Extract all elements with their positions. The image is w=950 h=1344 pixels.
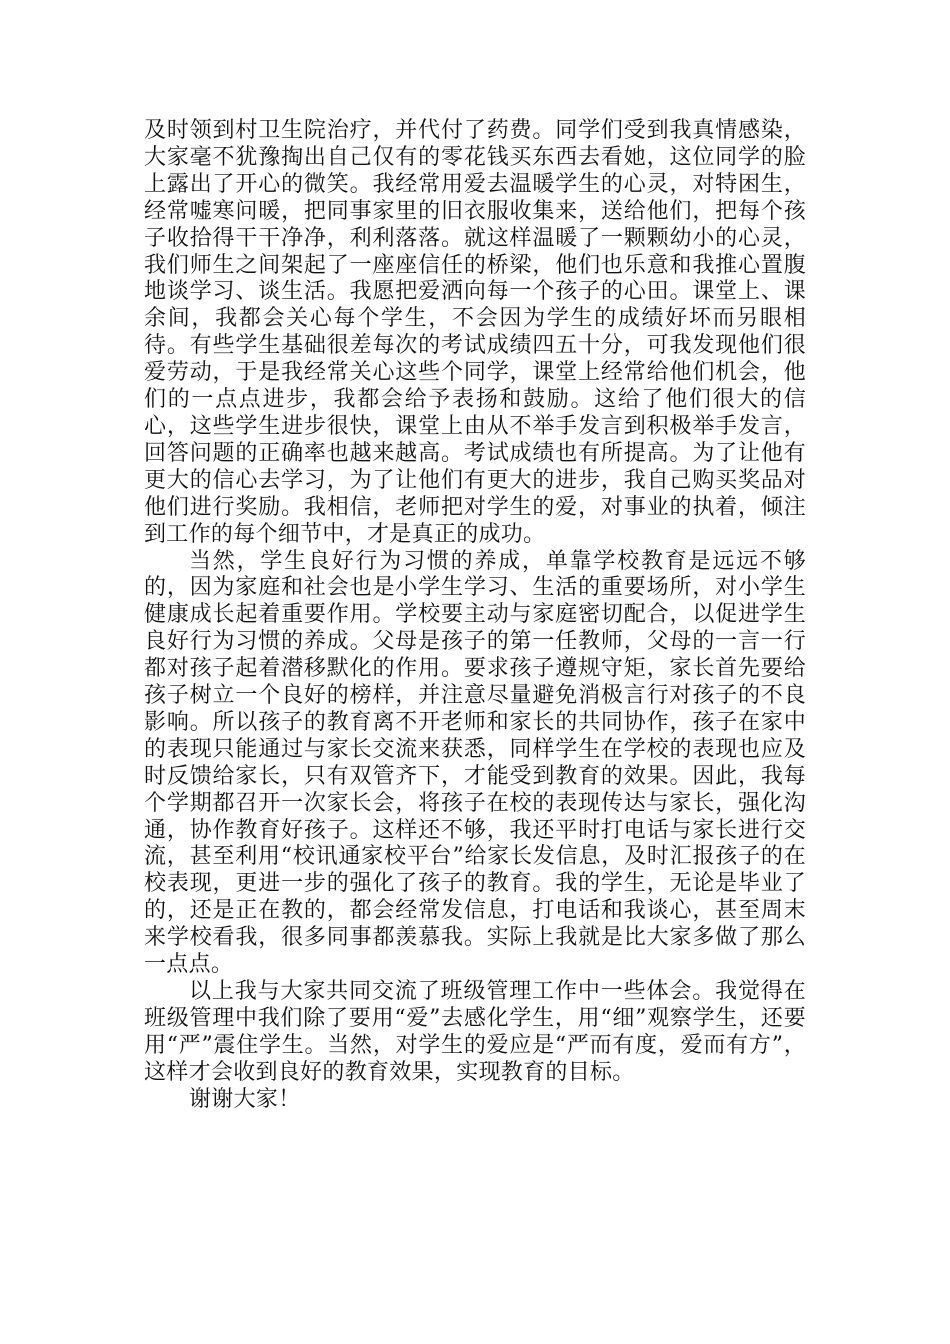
paragraph-caring-for-students: 及时领到村卫生院治疗，并代付了药费。同学们受到我真情感染，大家毫不犹豫掏出自己仅有的零花钱买东西去看她，这位同学的脸上露出了开心的微笑。我经常用爱去温暖学生的心灵，对特困生，经常嘘寒问暖，把同事家里的旧衣服收集来，送给他们，把每个孩子收拾得干干净净，利利落落。就这样温暖了一颗颗幼小的心灵，我们师生之间架起了一座座信任的桥梁，他们也乐意和我推心置腹地谈学习、谈生活。我愿把爱洒向每一个孩子的心田。课堂上、课余间，我都会关心每个学生，不会因为学生的成绩好坏而另眼相待。有些学生基础很差每次的考试成绩四五十分，可我发现他们很爱劳动，于是我经常关心这些个同学，课堂上经常给他们机会，他们的一点点进步，我都会给予表扬和鼓励。这给了他们很大的信心，这些学生进步很快，课堂上由从不举手发言到积极举手发言，回答问题的正确率也越来越高。考试成绩也有所提高。为了让他有更大的信心去学习，为了让他们有更大的进步，我自己购买奖品对他们进行奖励。我相信，老师把对学生的爱，对事业的执着，倾注到工作的每个细节中，才是真正的成功。 [144,118,806,547]
document-page [144,118,806,1114]
paragraph-thanks: 谢谢大家！ [189,1086,301,1112]
paragraph-home-school-cooperation: 当然，学生良好行为习惯的养成，单靠学校教育是远远不够的，因为家庭和社会也是小学生学习、生活的重要场所，对小学生健康成长起着重要作用。学校要主动与家庭密切配合，以促进学生良好行为习惯的养成。父母是孩子的第一任教师，父母的一言一行都对孩子起着潜移默化的作用。要求孩子遵规守矩，家长首先要给孩子树立一个良好的榜样，并注意尽量避免消极言行对孩子的不良影响。所以孩子的教育离不开老师和家长的共同协作，孩子在家中的表现只能通过与家长交流来获悉，同样学生在学校的表现也应及时反馈给家长，只有双管齐下，才能受到教育的效果。因此，我每个学期都召开一次家长会，将孩子在校的表现传达与家长，强化沟通，协作教育好孩子。这样还不够，我还平时打电话与家长进行交流，甚至利用“校讯通家校平台”给家长发信息，及时汇报孩子的在校表现，更进一步的强化了孩子的教育。我的学生，无论是毕业了的，还是正在教的，都会经常发信息，打电话和我谈心，甚至周末来学校看我，很多同事都羡慕我。实际上我就是比大家多做了那么一点点。 [144,548,806,978]
paragraph-summary: 以上我与大家共同交流了班级管理工作中一些体会。我觉得在班级管理中我们除了要用“爱”去感化学生，用“细”观察学生，还要用“严”震住学生。当然，对学生的爱应是“严而有度，爱而有方”，这样才会收到良好的教育效果，实现教育的目标。 [144,979,806,1085]
